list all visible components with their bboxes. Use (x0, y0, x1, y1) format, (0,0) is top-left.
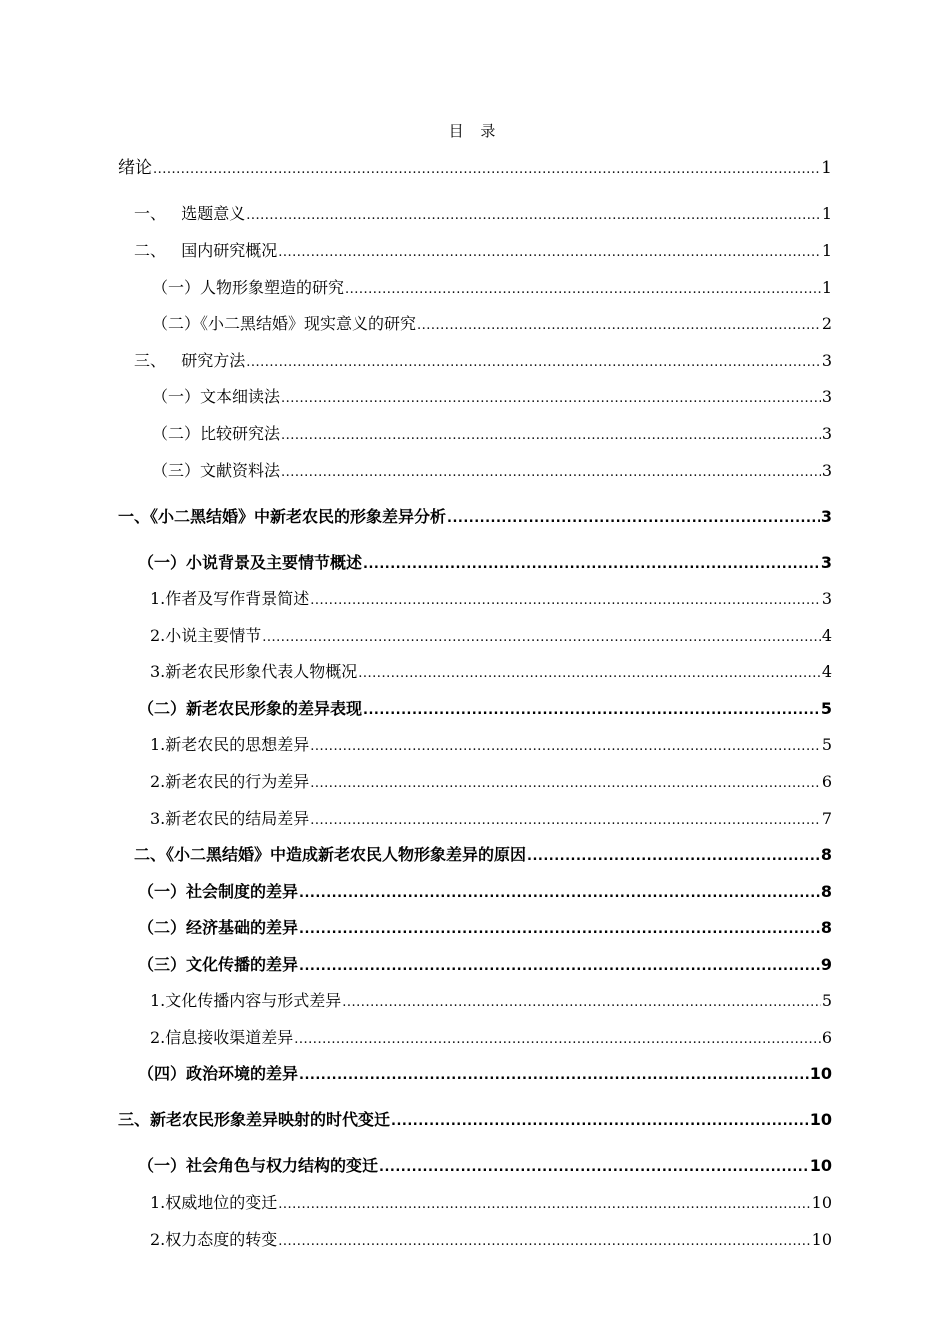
toc-entry-section[interactable] (138, 918, 832, 940)
dot-leader (278, 243, 821, 263)
dot-leader (299, 920, 820, 940)
toc-entry-page: 5 (821, 991, 832, 1010)
dot-leader (278, 1195, 810, 1215)
dot-leader (358, 664, 821, 684)
dot-leader (310, 591, 821, 611)
toc-entry-section[interactable] (138, 553, 832, 575)
toc-entry-chapter[interactable] (118, 507, 832, 529)
toc-entry[interactable] (150, 1028, 832, 1050)
toc-entry[interactable] (152, 424, 832, 446)
dot-leader (379, 1158, 809, 1178)
toc-entry-page: 5 (820, 699, 832, 718)
toc-entry-text: 二、 国内研究概况 (134, 241, 278, 260)
dot-leader (391, 1112, 809, 1132)
toc-entry-text: 三、 研究方法 (134, 351, 246, 370)
toc-entry-text: 1.新老农民的思想差异 (150, 735, 310, 754)
toc-entry-text: 3.新老农民的结局差异 (150, 809, 310, 828)
dot-leader (246, 206, 821, 226)
toc-entry-page: 8 (820, 882, 832, 901)
dot-leader (310, 811, 821, 831)
dot-leader (299, 884, 820, 904)
toc-entry-text: （二）比较研究法 (152, 424, 281, 443)
dot-leader (246, 353, 821, 373)
toc-entry-text: 3.新老农民形象代表人物概况 (150, 662, 358, 681)
toc-entry[interactable] (150, 809, 832, 831)
dot-leader (299, 1066, 809, 1086)
dot-leader (278, 1232, 810, 1252)
toc-entry-text: （一）人物形象塑造的研究 (152, 278, 345, 297)
toc-entry-text: 二、《小二黑结婚》中造成新老农民人物形象差异的原因 (134, 845, 527, 864)
toc-entry-section[interactable] (138, 882, 832, 904)
toc-entry-section[interactable] (138, 1156, 832, 1178)
toc-entry-page: 3 (820, 553, 832, 572)
dot-leader (281, 389, 821, 409)
dot-leader (363, 701, 820, 721)
toc-entry-text: （三）文献资料法 (152, 461, 281, 480)
toc-entry[interactable] (150, 772, 832, 794)
toc-entry-page: 1 (821, 158, 832, 178)
toc-entry-text: 1.文化传播内容与形式差异 (150, 991, 342, 1010)
toc-entry-page: 8 (820, 845, 832, 864)
toc-entry-page: 3 (821, 351, 832, 370)
toc-entry-page: 6 (821, 1028, 832, 1047)
dot-leader (310, 737, 821, 757)
toc-entry-page: 3 (821, 589, 832, 608)
toc-entry-chapter[interactable] (118, 1110, 832, 1132)
dot-leader (294, 1030, 821, 1050)
toc-entry-section[interactable] (138, 699, 832, 721)
toc-entry-text: 2.小说主要情节 (150, 626, 262, 645)
toc-entry-page: 5 (821, 735, 832, 754)
toc-entry[interactable] (150, 1230, 832, 1252)
toc-entry-text: 1.作者及写作背景简述 (150, 589, 310, 608)
dot-leader (299, 957, 820, 977)
toc-entry-section[interactable] (138, 1064, 832, 1086)
toc-entry-page: 3 (820, 507, 832, 526)
toc-entry-text: 1.权威地位的变迁 (150, 1193, 278, 1212)
toc-entry[interactable] (150, 589, 832, 611)
toc-entry-page: 3 (821, 424, 832, 443)
toc-entry-text: 一、 选题意义 (134, 204, 246, 223)
toc-entry-page: 4 (821, 662, 832, 681)
toc-entry-page: 4 (821, 626, 832, 645)
dot-leader (281, 426, 821, 446)
toc-entry-page: 8 (820, 918, 832, 937)
toc-entry[interactable] (152, 461, 832, 483)
toc-entry[interactable] (150, 1193, 832, 1215)
toc-entry-section[interactable] (138, 955, 832, 977)
toc-entry-text: 绪论 (118, 158, 152, 178)
toc-entry-text: （三）文化传播的差异 (138, 955, 299, 974)
toc-entry[interactable] (150, 662, 832, 684)
toc-entry[interactable] (150, 735, 832, 757)
toc-entry-text: （一）社会制度的差异 (138, 882, 299, 901)
toc-title: 目 录 (448, 122, 502, 140)
toc-entry-text: 一、《小二黑结婚》中新老农民的形象差异分析 (118, 507, 447, 526)
dot-leader (417, 316, 821, 336)
dot-leader (527, 847, 820, 867)
toc-entry-page: 10 (811, 1193, 832, 1212)
toc-entry-text: （一）社会角色与权力结构的变迁 (138, 1156, 379, 1175)
toc-entry[interactable] (134, 241, 832, 263)
toc-entry-page: 10 (809, 1110, 832, 1129)
toc-entry-text: 2.信息接收渠道差异 (150, 1028, 294, 1047)
toc-entry[interactable] (152, 387, 832, 409)
toc-entry-page: 6 (821, 772, 832, 791)
toc-entry-text: （一）小说背景及主要情节概述 (138, 553, 363, 572)
dot-leader (345, 280, 821, 300)
dot-leader (262, 628, 821, 648)
dot-leader (153, 160, 820, 180)
toc-entry-page: 7 (821, 809, 832, 828)
toc-entry-text: （二）新老农民形象的差异表现 (138, 699, 363, 718)
toc-entry-page: 2 (821, 314, 832, 333)
toc-entry-page: 3 (821, 387, 832, 406)
dot-leader (363, 555, 820, 575)
toc-entry-text: （四）政治环境的差异 (138, 1064, 299, 1083)
toc-entry-page: 1 (821, 204, 832, 223)
toc-entry-page: 3 (821, 461, 832, 480)
dot-leader (310, 774, 821, 794)
toc-entry[interactable] (152, 278, 832, 300)
dot-leader (281, 463, 821, 483)
toc-entry-text: （二）《小二黑结婚》现实意义的研究 (152, 314, 417, 333)
toc-entry-text: （一）文本细读法 (152, 387, 281, 406)
toc-entry-page: 1 (821, 241, 832, 260)
toc-entry-page: 10 (809, 1156, 832, 1175)
toc-entry[interactable] (134, 351, 832, 373)
toc-entry-text: 2.新老农民的行为差异 (150, 772, 310, 791)
toc-entry-text: 2.权力态度的转变 (150, 1230, 278, 1249)
toc-entry-text: （二）经济基础的差异 (138, 918, 299, 937)
toc-entry[interactable] (152, 314, 832, 336)
toc-entry-intro[interactable] (118, 158, 832, 180)
toc-entry[interactable] (150, 626, 832, 648)
dot-leader (342, 993, 821, 1013)
toc-entry-chapter[interactable] (134, 845, 832, 867)
toc-entry[interactable] (134, 204, 832, 226)
toc-entry-page: 10 (809, 1064, 832, 1083)
toc-entry[interactable] (150, 991, 832, 1013)
toc-entry-text: 三、新老农民形象差异映射的时代变迁 (118, 1110, 391, 1129)
toc-entry-page: 1 (821, 278, 832, 297)
toc-entry-page: 9 (820, 955, 832, 974)
dot-leader (447, 509, 820, 529)
toc-entry-page: 10 (811, 1230, 832, 1249)
